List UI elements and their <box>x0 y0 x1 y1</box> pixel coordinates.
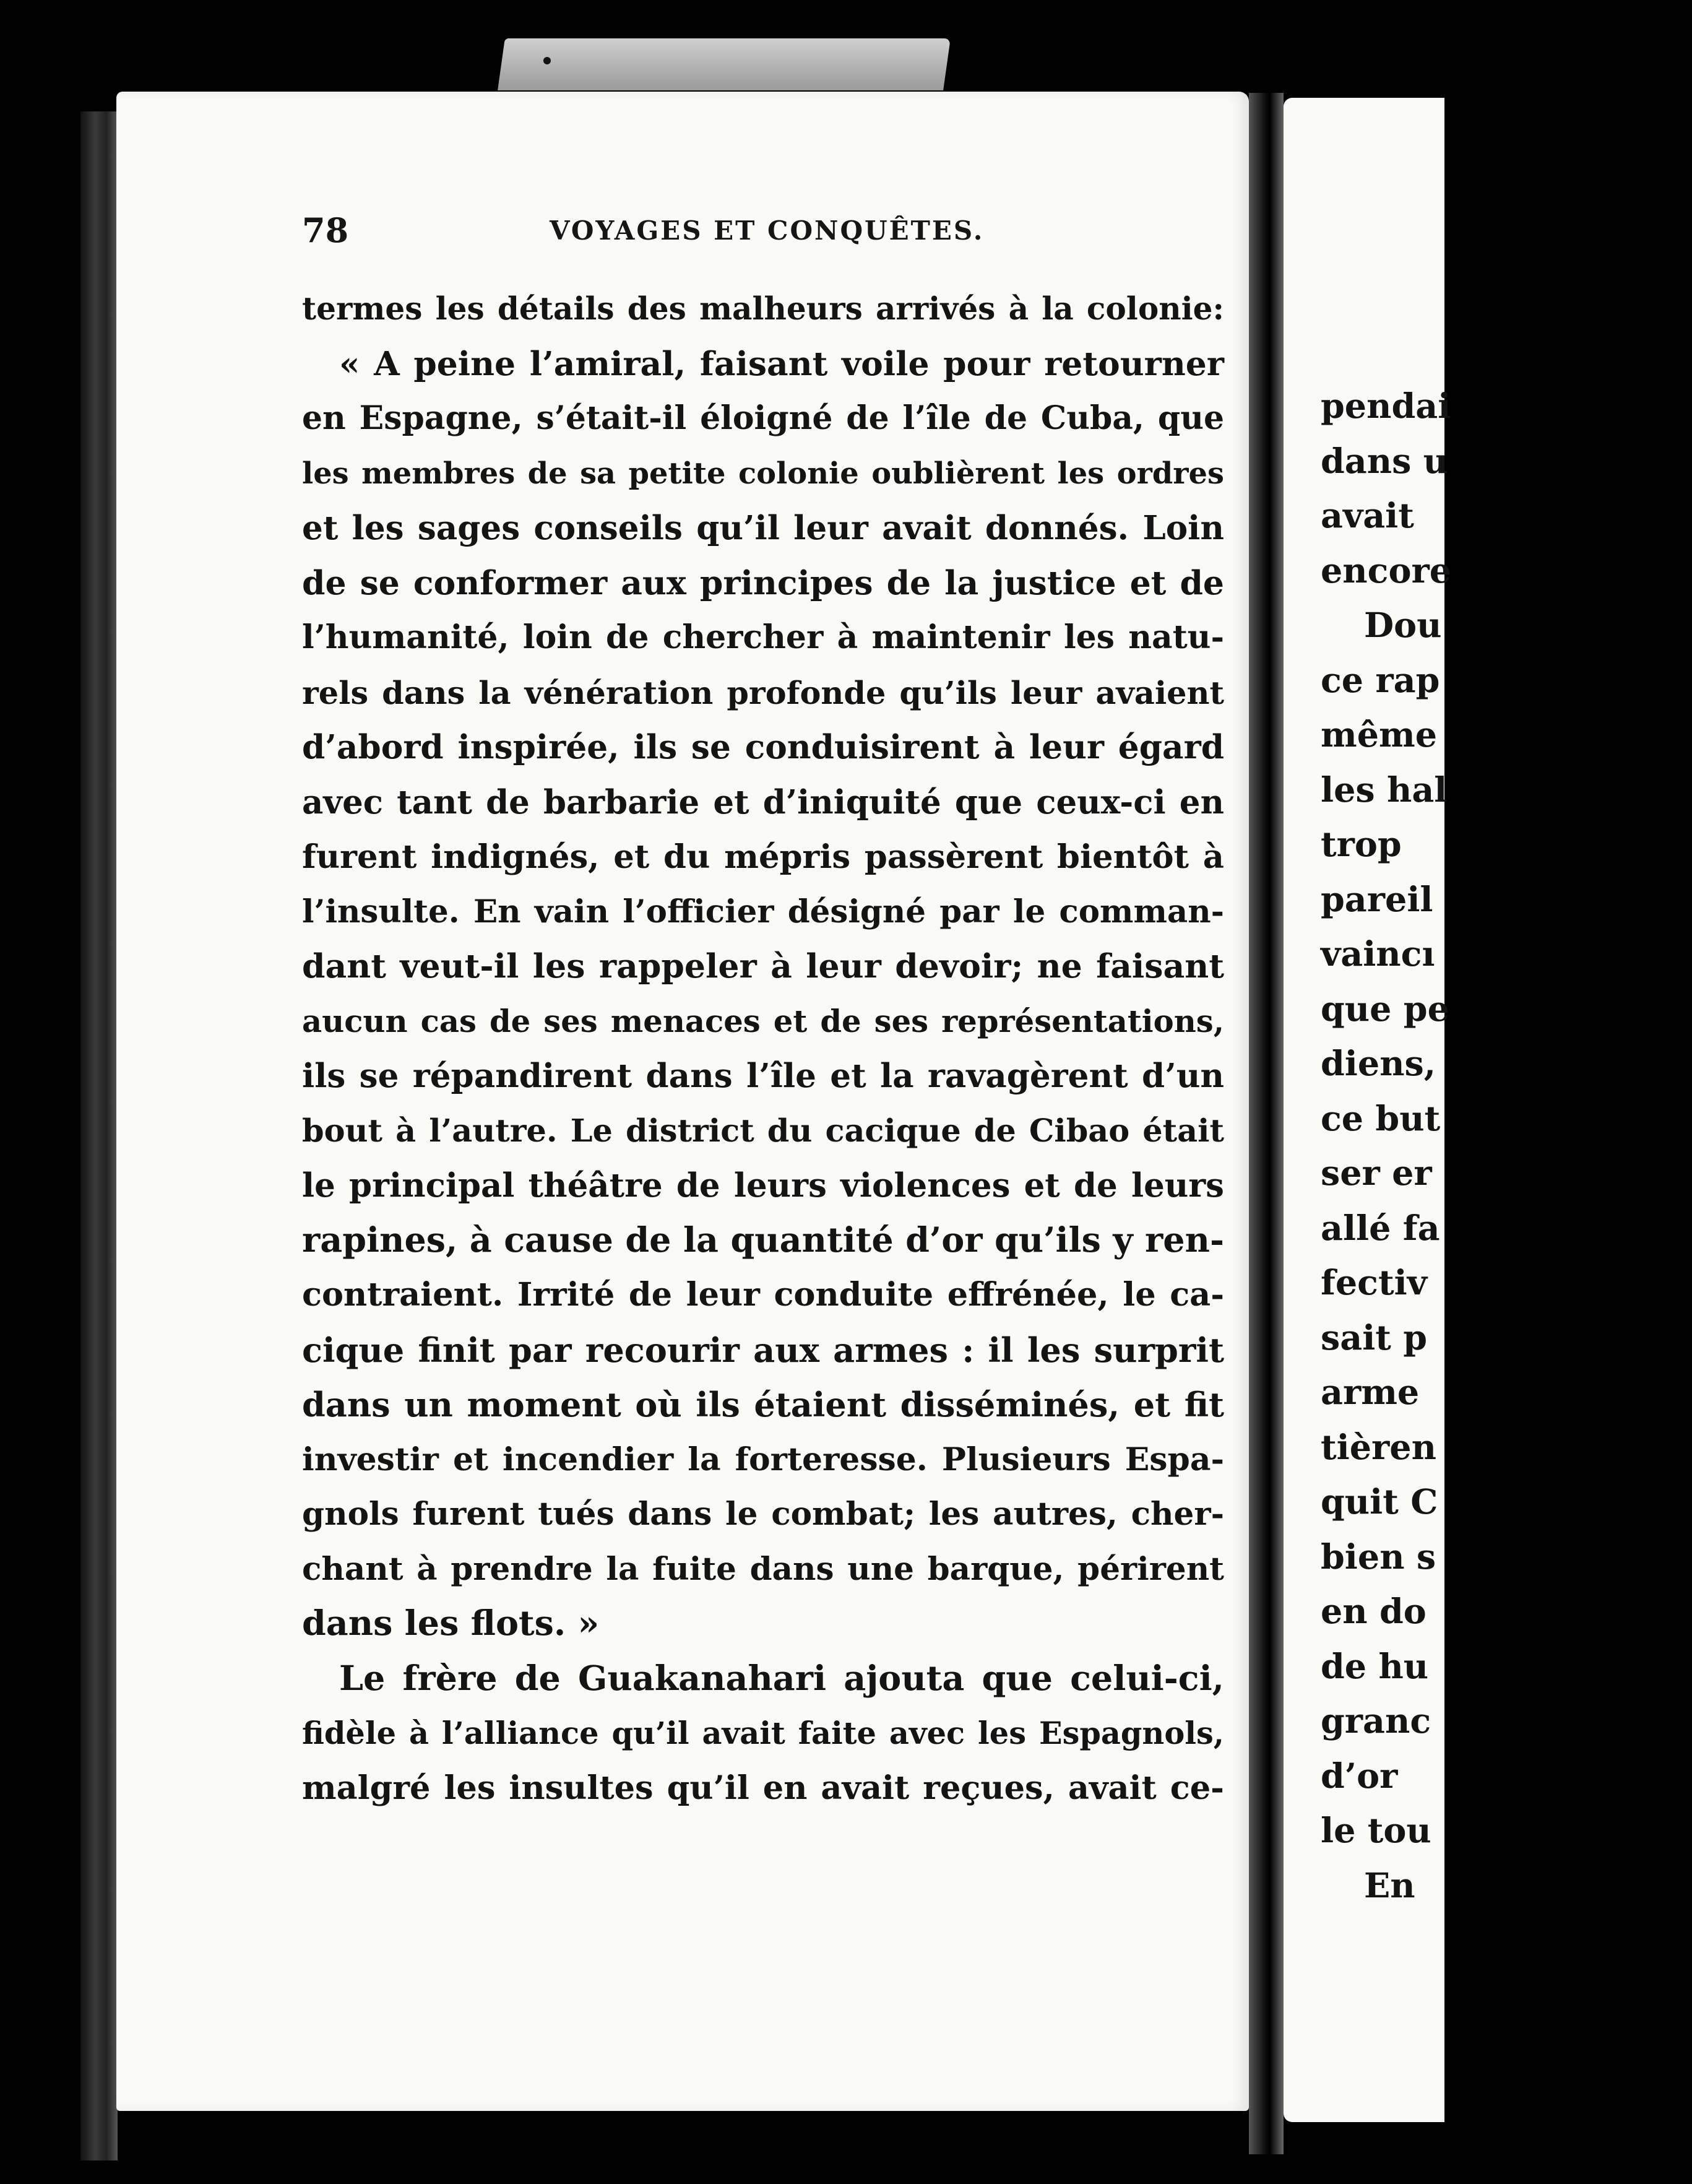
right-text-line: En <box>1364 1865 1415 1906</box>
page-header <box>302 210 1230 260</box>
right-text-line: pendai <box>1321 386 1451 427</box>
text-line: avec tant de barbarie et d’iniquité que ceux-ci en <box>302 782 1224 821</box>
right-text-line: granc <box>1321 1701 1431 1741</box>
right-page <box>1284 98 1452 2122</box>
page-number: 78 <box>302 210 349 250</box>
right-text-line: quit C <box>1321 1482 1438 1522</box>
right-text-line: dans u <box>1321 441 1449 482</box>
text-line: l’insulte. En vain l’officier désigné par le comman- <box>302 893 1224 930</box>
right-text-line: que pe <box>1321 989 1449 1029</box>
text-line: gnols furent tués dans le combat; les autres, cher- <box>302 1496 1224 1533</box>
book-binding <box>80 111 118 2160</box>
text-line: Le frère de Guakanahari ajouta que celui-ci, <box>339 1658 1224 1699</box>
text-line: ils se répandirent dans l’île et la ravagèrent d’un <box>302 1056 1224 1095</box>
right-text-line: arme <box>1321 1372 1420 1413</box>
text-line: et les sages conseils qu’il leur avait donnés. Loin <box>302 508 1224 547</box>
text-line: termes les détails des malheurs arrivés à la colonie: <box>302 290 1224 327</box>
text-line: contraient. Irrité de leur conduite effrénée, le ca- <box>302 1276 1224 1314</box>
right-text-line: ce rap <box>1321 660 1440 701</box>
right-page-text <box>1321 379 1692 1913</box>
page-gutter <box>1249 93 1284 2154</box>
text-line: les membres de sa petite colonie oublièrent les ordres <box>302 456 1224 491</box>
text-line: cique finit par recourir aux armes : il les surprit <box>302 1330 1224 1370</box>
text-line: chant à prendre la fuite dans une barque, périrent <box>302 1550 1224 1588</box>
text-line: investir et incendier la forteresse. Plusieurs Espa- <box>302 1440 1224 1478</box>
text-line: dans les flots. » <box>302 1603 600 1644</box>
right-text-line: de hu <box>1321 1646 1429 1687</box>
right-text-line: le tou <box>1321 1811 1431 1851</box>
right-text-line: même <box>1321 715 1438 755</box>
right-text-line: Dou <box>1364 605 1442 646</box>
text-line: l’humanité, loin de chercher à maintenir les natu- <box>302 618 1224 656</box>
tab-mark <box>543 57 551 64</box>
running-head: VOYAGES ET CONQUÊTES. <box>550 215 985 246</box>
text-line: dant veut-il les rappeler à leur devoir; ne faisant <box>302 947 1224 986</box>
text-line: bout à l’autre. Le district du cacique de Cibao était <box>302 1112 1224 1150</box>
right-text-line: ce but <box>1321 1098 1441 1139</box>
right-text-line: d’or <box>1321 1756 1398 1796</box>
right-text-line: tièren <box>1321 1427 1436 1468</box>
text-line: « A peine l’amiral, faisant voile pour retourner <box>339 344 1224 383</box>
right-text-line: trop <box>1321 825 1402 865</box>
text-line: fidèle à l’alliance qu’il avait faite avec les Espagnols, <box>302 1715 1224 1751</box>
right-text-line: ser er <box>1321 1153 1432 1194</box>
body-text <box>302 282 1224 1816</box>
right-text-line: bien s <box>1321 1536 1436 1577</box>
text-line: aucun cas de ses menaces et de ses représentations, <box>302 1002 1224 1039</box>
page-tab <box>498 38 951 90</box>
right-text-line: les hal <box>1321 769 1448 810</box>
right-text-line: avait <box>1321 496 1414 536</box>
right-text-line: encore <box>1321 550 1452 591</box>
right-text-line: allé fa <box>1321 1208 1440 1249</box>
text-line: en Espagne, s’était-il éloigné de l’île de Cuba, que <box>302 399 1224 437</box>
right-text-line: vaincı <box>1321 934 1435 974</box>
text-line: dans un moment où ils étaient disséminés, et fit <box>302 1385 1224 1424</box>
text-line: le principal théâtre de leurs violences et de leurs <box>302 1166 1224 1205</box>
text-line: de se conformer aux principes de la justice et de <box>302 563 1224 602</box>
text-line: rels dans la vénération profonde qu’ils leur avaient <box>302 674 1224 711</box>
text-line: malgré les insultes qu’il en avait reçues, avait ce- <box>302 1769 1224 1807</box>
text-line: d’abord inspirée, ils se conduisirent à leur égard <box>302 727 1224 766</box>
right-text-line: fectiv <box>1321 1263 1427 1303</box>
right-text-line: diens, <box>1321 1044 1436 1084</box>
right-text-line: en do <box>1321 1592 1427 1632</box>
text-line: rapines, à cause de la quantité d’or qu’ils y ren- <box>302 1220 1224 1260</box>
right-text-line: sait p <box>1321 1317 1428 1358</box>
text-line: furent indignés, et du mépris passèrent bientôt à <box>302 838 1224 876</box>
right-text-line: pareil <box>1321 879 1433 920</box>
